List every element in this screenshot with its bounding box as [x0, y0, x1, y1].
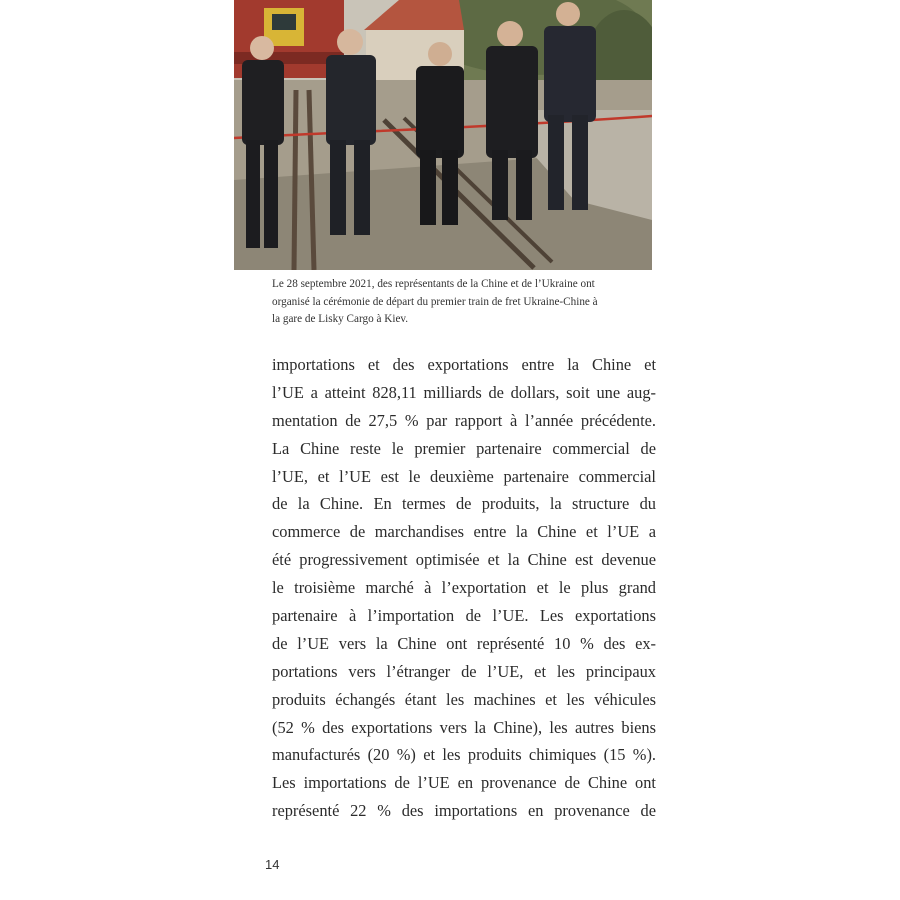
text-line: de la Chine. En termes de produits, la structure du [272, 494, 656, 514]
text-line: (52 % des exportations vers la Chine), les autres biens [272, 717, 656, 737]
text-line: été progressivement optimisée et la Chine est devenue [272, 550, 656, 570]
text-line: représenté 22 % des importations en provenance de [272, 801, 656, 821]
text-line: partenaire à l’importation de l’UE. Les exportations [272, 606, 656, 626]
text-line: commerce de marchandises entre la Chine et l’UE a [272, 522, 656, 542]
caption-line: Le 28 septembre 2021, des représentants de la Chine et de l’Ukraine ont [272, 278, 595, 290]
page-number: 14 [265, 857, 280, 872]
photo-caption [272, 276, 654, 329]
text-line: Les importations de l’UE en provenance de Chine ont [272, 773, 656, 793]
text-line: La Chine reste le premier partenaire commercial de [272, 438, 656, 458]
text-line: l’UE, et l’UE est le deuxième partenaire commercial [272, 466, 656, 486]
body-paragraph [272, 351, 656, 825]
text-line: mentation de 27,5 % par rapport à l’année précédente. [272, 410, 656, 430]
text-line: le troisième marché à l’exportation et le plus grand [272, 578, 656, 598]
text-line: de l’UE vers la Chine ont représenté 10 % des ex- [272, 633, 656, 653]
caption-line: la gare de Lisky Cargo à Kiev. [272, 313, 409, 325]
text-line: manufacturés (20 %) et les produits chimiques (15 %). [272, 745, 656, 765]
ceremony-photo [234, 0, 652, 270]
caption-line: organisé la cérémonie de départ du premier train de fret Ukraine-Chine à [272, 295, 598, 308]
text-line: portations vers l’étranger de l’UE, et les principaux [272, 661, 656, 681]
text-line: l’UE a atteint 828,11 milliards de dollars, soit une aug- [272, 382, 656, 402]
text-line: importations et des exportations entre la Chine et [272, 355, 656, 374]
text-line: produits échangés étant les machines et les véhicules [272, 689, 656, 709]
